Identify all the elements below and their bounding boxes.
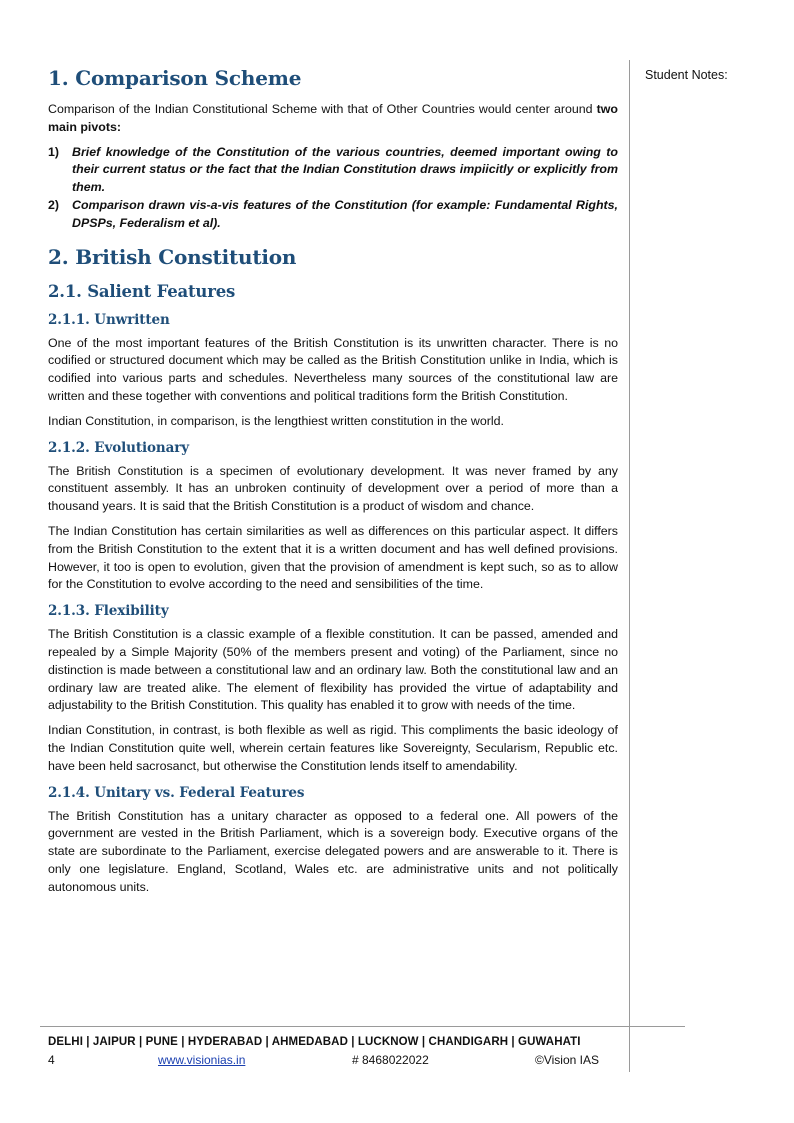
comparison-intro-text: Comparison of the Indian Constitutional Scheme with that of Other Countries would center around bbox=[48, 102, 597, 116]
phone-number: # 8468022022 bbox=[352, 1053, 429, 1067]
website-link[interactable]: www.visionias.in bbox=[158, 1053, 246, 1067]
comparison-intro-bold: two main pivots: bbox=[48, 102, 618, 134]
heading-unitary-federal: 2.1.4. Unitary vs. Federal Features bbox=[48, 784, 305, 801]
pivot-list bbox=[48, 144, 618, 233]
list-item bbox=[48, 144, 618, 197]
footer-cities: DELHI | JAIPUR | PUNE | HYDERABAD | AHMEDABAD | LUCKNOW | CHANDIGARH | GUWAHATI bbox=[48, 1036, 581, 1048]
notes-divider bbox=[629, 60, 630, 1072]
paragraph: Indian Constitution, in contrast, is both flexible as well as rigid. This compliments the basic ideology of the Indian Constitution quite well, wherein certain features like Sovereignty, Secularism, Republic etc. have been held sacrosanct, but otherwise the Constitution lends itself to amendability. bbox=[48, 723, 618, 773]
paragraph: The British Constitution is a classic example of a flexible constitution. It can be passed, amended and repealed by a Simple Majority (50% of the members present and voting) of the Parliament, since no distinction is made between a constitutional law and an ordinary law. Both the constitutional law and an ordinary law are treated alike. The element of flexibility has provided the virtue of adaptability and adjustability to the British Constitution. This quality has enabled it to grow with needs of the time. bbox=[48, 627, 618, 713]
subsection-heading-salient: 2.1. Salient Features bbox=[48, 281, 236, 301]
main-content bbox=[48, 64, 618, 904]
paragraph: Indian Constitution, in comparison, is the lengthiest written constitution in the world. bbox=[48, 413, 504, 428]
section-heading-british: 2. British Constitution bbox=[48, 244, 297, 269]
page-number: 4 bbox=[48, 1053, 55, 1067]
paragraph: The British Constitution has a unitary character as opposed to a federal one. All powers of the government are vested in the British Parliament, which is a sovereign body. Executive organs of the state are subordinate to the Parliament, exercise delegated powers and are answerable to it. There is only one legislature. England, Scotland, Wales etc. are administrative units and not politically autonomous units. bbox=[48, 808, 618, 894]
paragraph: The Indian Constitution has certain similarities as well as differences on this particular aspect. It differs from the British Constitution to the extent that it is a written document and has well defined provisions. However, it too is open to evolution, given that the provision of amendment is kept such, so as to allow for the Constitution to evolve according to the need and sensibilities of the time. bbox=[48, 523, 618, 592]
paragraph: The British Constitution is a specimen of evolutionary development. It was never framed by any constituent assembly. It has an unbroken continuity of development over a period of more than a thousand years. It is said that the British Constitution is a product of wisdom and chance. bbox=[48, 463, 618, 514]
heading-evolutionary: 2.1.2. Evolutionary bbox=[48, 439, 190, 456]
heading-flexibility: 2.1.3. Flexibility bbox=[48, 603, 169, 620]
list-item bbox=[48, 197, 618, 233]
student-notes-label: Student Notes: bbox=[645, 68, 728, 82]
list-item-text: Brief knowledge of the Constitution of the various countries, deemed important owing to their current status or the fact that the Indian Constitution draws impiicitly or explicitly from them. bbox=[72, 144, 618, 195]
comparison-intro bbox=[48, 101, 618, 137]
copyright: ©Vision IAS bbox=[535, 1053, 599, 1067]
heading-unwritten: 2.1.1. Unwritten bbox=[48, 311, 170, 328]
footer-divider bbox=[40, 1026, 685, 1027]
list-item-text: Comparison drawn vis-a-vis features of the Constitution (for example: Fundamental Rights, DPSPs, Federalism et al). bbox=[72, 197, 618, 230]
section-heading-comparison: 1. Comparison Scheme bbox=[48, 66, 302, 90]
list-item-number: 2) bbox=[48, 197, 60, 212]
paragraph: One of the most important features of the British Constitution is its unwritten character. There is no codified or structured document which may be called as the British Constitution unlike in India, which is codified into various parts and schedules. Nevertheless many sources of the constitutional law are written and these together with conventions and political traditions form the British Constitution. bbox=[48, 335, 618, 403]
list-item-number: 1) bbox=[48, 144, 60, 159]
